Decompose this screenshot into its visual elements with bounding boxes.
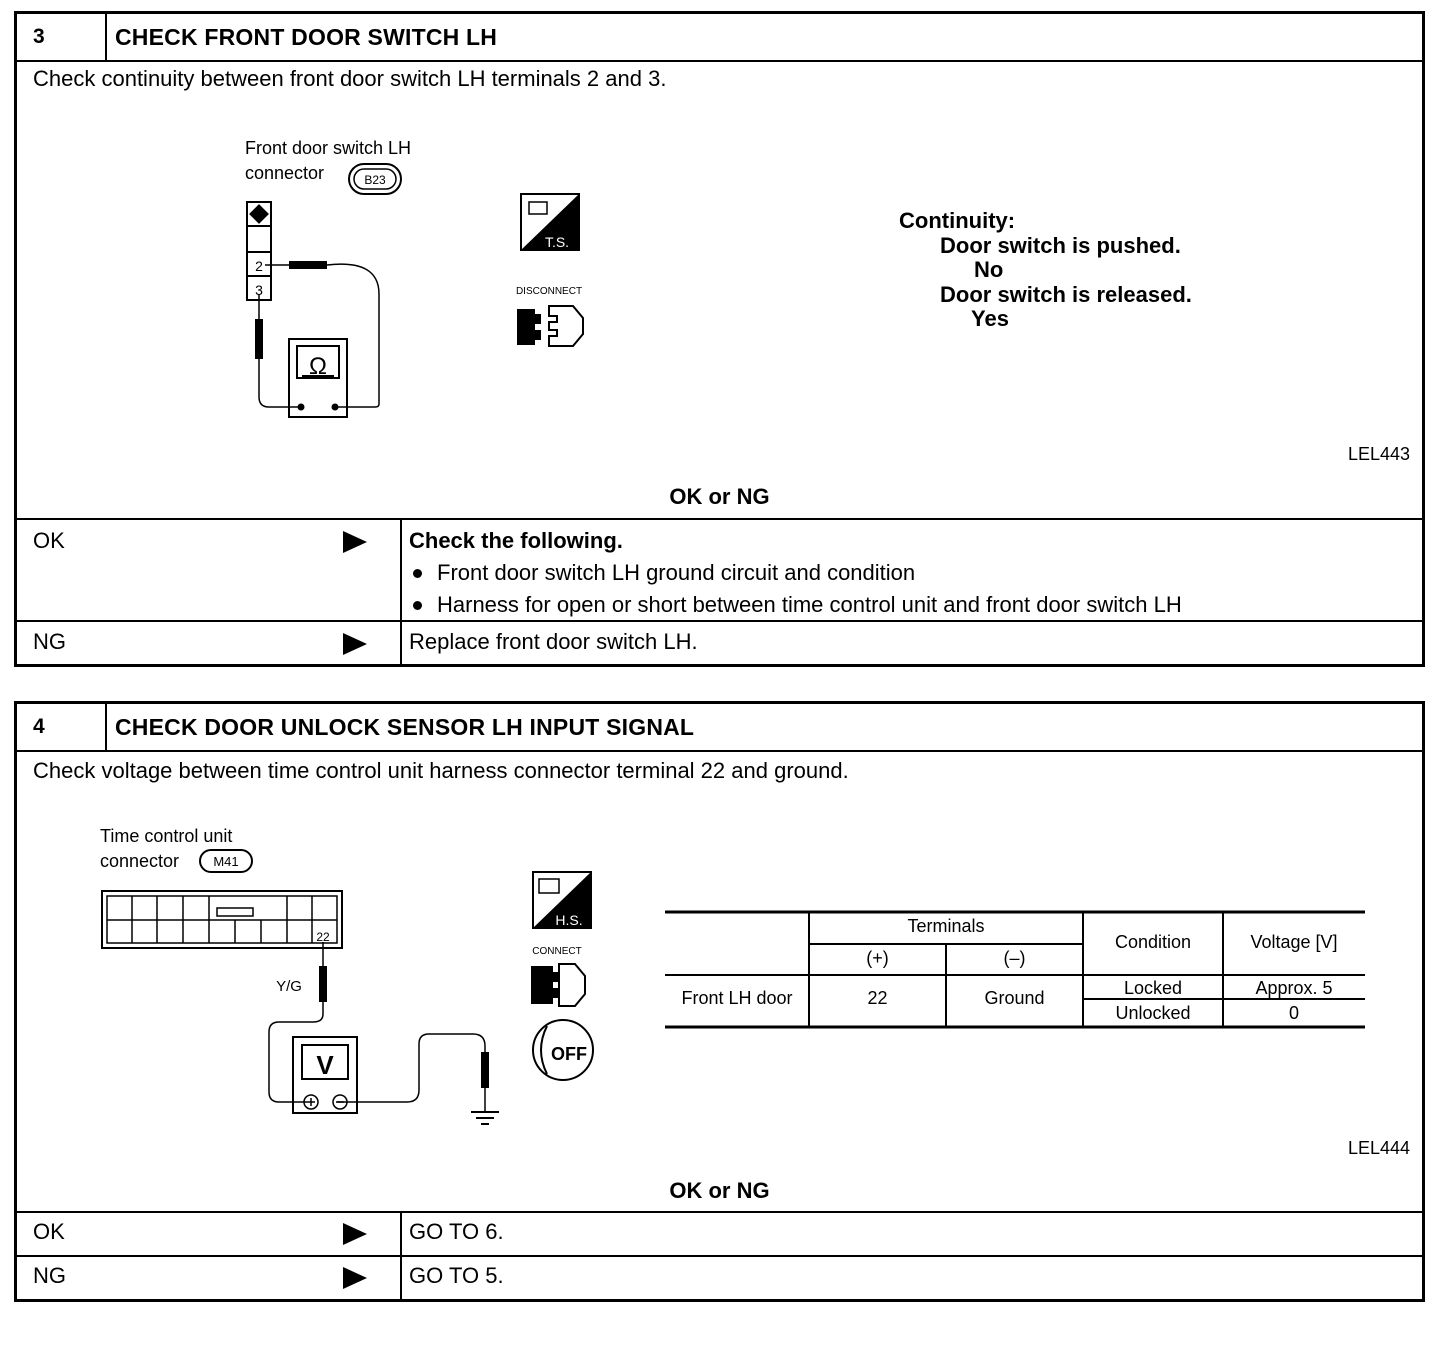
ok-label: OK <box>33 1219 65 1244</box>
ng-label: NG <box>33 629 66 654</box>
condition-unlocked: Unlocked <box>1115 1003 1191 1023</box>
connector-id: B23 <box>364 173 386 187</box>
wire-left <box>259 359 301 407</box>
terminal-22-label: 22 <box>316 930 330 944</box>
terminal-2-label: 2 <box>255 258 263 274</box>
ts-icon-label: T.S. <box>544 234 570 250</box>
continuity-val1: No <box>974 257 1004 282</box>
ng-row <box>17 1255 1422 1301</box>
connector-label-line1: Front door switch LH <box>245 138 412 158</box>
ng-divider <box>400 622 402 666</box>
disconnect-socket-icon <box>549 306 583 346</box>
continuity-val2: Yes <box>971 306 1009 331</box>
probe-right <box>289 261 327 269</box>
ng-divider <box>400 1257 402 1301</box>
ng-result: Replace front door switch LH. <box>409 629 698 654</box>
ok-result-title: Check the following. <box>409 528 623 553</box>
disconnect-label: DISCONNECT <box>515 286 583 297</box>
probe-left <box>255 319 263 359</box>
terminals-header: Terminals <box>907 916 985 936</box>
voltage-locked: Approx. 5 <box>1255 978 1333 998</box>
ts-icon-box <box>529 202 547 214</box>
ok-result-item: Front door switch LH ground circuit and condition <box>409 560 1182 586</box>
probe-positive <box>319 966 327 1002</box>
ignition-off-label: OFF <box>551 1044 587 1064</box>
ng-arrow-icon <box>343 633 367 655</box>
ng-row <box>17 620 1422 666</box>
wire-negative <box>337 1034 485 1102</box>
condition-header: Condition <box>1114 932 1192 952</box>
wire-positive <box>269 1002 323 1102</box>
wire-right <box>327 264 379 407</box>
continuity-spec <box>899 209 1192 332</box>
ok-label: OK <box>33 528 65 553</box>
connector-label-line2: connector <box>100 851 180 871</box>
minus-header: (–) <box>1003 948 1026 968</box>
ok-result-item: Harness for open or short between time control unit and front door switch LH <box>409 592 1182 618</box>
hs-icon-label: H.S. <box>555 912 583 928</box>
plus-value: 22 <box>867 988 888 1008</box>
wire-color-label: Y/G <box>276 978 302 995</box>
minus-value: Ground <box>984 988 1045 1008</box>
connector-id: M41 <box>213 854 239 869</box>
voltage-header: Voltage [V] <box>1250 932 1338 952</box>
ng-result: GO TO 5. <box>409 1263 504 1288</box>
connector-body <box>247 226 271 252</box>
connector-label-line1: Time control unit <box>100 826 233 846</box>
connect-plug-icon <box>531 966 559 1004</box>
continuity-cond2: Door switch is released. <box>940 281 1192 307</box>
step-3-panel <box>14 11 1425 667</box>
ohmmeter-terminal-left <box>298 404 305 411</box>
ground-symbol-icon <box>471 1112 499 1124</box>
ok-or-ng-label: OK or NG <box>669 484 770 509</box>
ok-row <box>17 518 1422 620</box>
hs-icon-box <box>539 879 559 893</box>
disconnect-plug-icon <box>517 309 541 345</box>
step-4-instruction: Check voltage between time control unit harness connector terminal 22 and ground. <box>33 758 849 783</box>
ng-label: NG <box>33 1263 66 1288</box>
ohmmeter-terminal-right <box>332 404 339 411</box>
step-4-panel <box>14 701 1425 1302</box>
ok-or-ng-label: OK or NG <box>669 1178 770 1203</box>
time-control-unit-connector <box>102 891 342 948</box>
figure-id: LEL443 <box>1347 444 1410 464</box>
probe-negative <box>481 1052 489 1088</box>
step-3-title: CHECK FRONT DOOR SWITCH LH <box>115 24 498 50</box>
connect-socket-icon <box>559 964 585 1006</box>
step-3-instruction: Check continuity between front door switch LH terminals 2 and 3. <box>33 66 667 91</box>
step-4-number: 4 <box>17 704 107 750</box>
ohm-symbol: Ω <box>309 353 327 380</box>
ng-arrow-icon <box>343 1267 367 1289</box>
ok-divider <box>400 520 402 620</box>
ok-result: GO TO 6. <box>409 1219 504 1244</box>
figure-id: LEL444 <box>1347 1138 1410 1158</box>
continuity-cond1: Door switch is pushed. <box>940 232 1181 258</box>
voltage-unlocked: 0 <box>1288 1003 1299 1023</box>
ok-row <box>17 1211 1422 1255</box>
connect-label: CONNECT <box>532 946 582 957</box>
plus-header: (+) <box>866 948 889 968</box>
ok-arrow-icon <box>343 531 367 553</box>
terminal-3-label: 3 <box>255 282 263 298</box>
harness-diamond-icon <box>249 204 269 224</box>
volt-symbol: V <box>316 1050 334 1080</box>
ok-result <box>409 528 1182 618</box>
ok-arrow-icon <box>343 1223 367 1245</box>
ok-divider <box>400 1213 402 1255</box>
step-4-title: CHECK DOOR UNLOCK SENSOR LH INPUT SIGNAL <box>115 714 695 740</box>
connector-label-line2: connector <box>245 163 325 183</box>
continuity-heading: Continuity: <box>899 208 1016 233</box>
step-3-number: 3 <box>17 14 107 60</box>
row-label: Front LH door <box>681 988 793 1008</box>
condition-locked: Locked <box>1123 978 1183 998</box>
